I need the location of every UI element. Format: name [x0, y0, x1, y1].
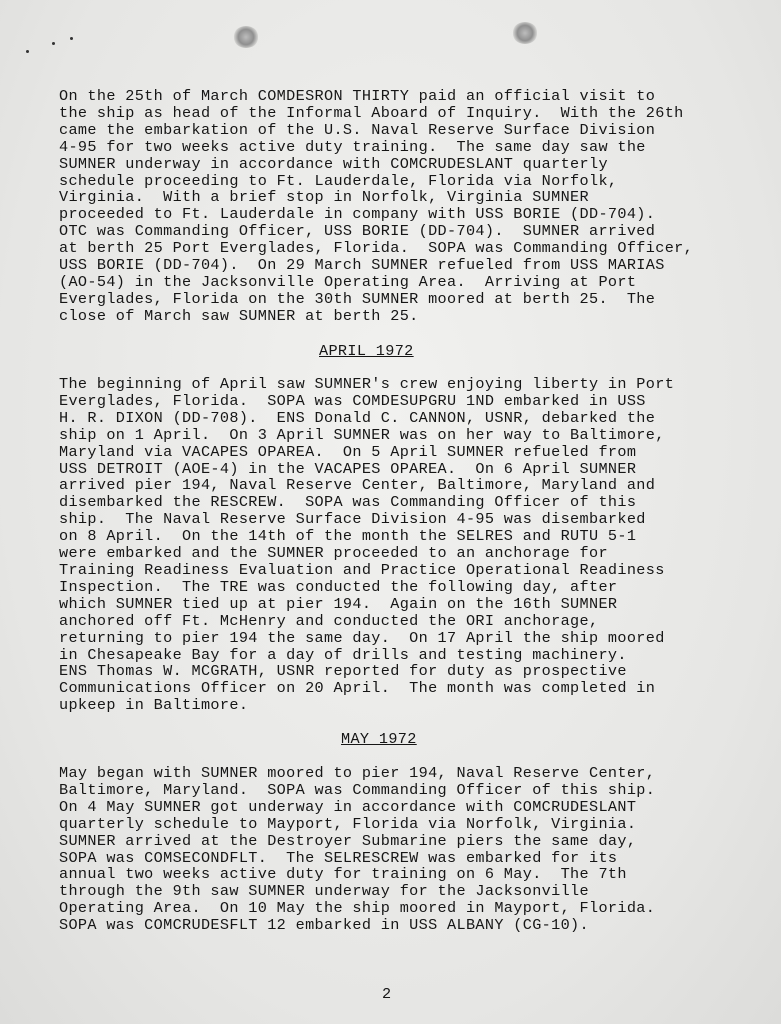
speck [52, 42, 55, 45]
heading-may-1972: MAY 1972 [341, 730, 417, 748]
paragraph-may: May began with SUMNER moored to pier 194, Naval Reserve Center, Baltimore, Maryland. SOPA was Commanding Officer of this ship. On 4 May SUMNER got underway in accordance with COMCRUDESLANT quarterly schedule to Mayport, Florida via Norfolk, Virginia. SUMNER arrived at the Destroyer Submarine piers the same day, SOPA was COMSECONDFLT. The SELRESCREW was embarked for its annual two weeks active duty for training on 6 May. The 7th through the 9th saw SUMNER underway for the Jacksonville Operating Area. On 10 May the ship moored in Mayport, Florida. SOPA was COMCRUDESFLT 12 embarked in USS ALBANY (CG-10). [59, 764, 656, 935]
speck [70, 37, 73, 40]
speck [26, 50, 29, 53]
punch-hole-left [233, 26, 259, 48]
punch-hole-right [512, 22, 538, 44]
paragraph-march: On the 25th of March COMDESRON THIRTY paid an official visit to the ship as head of the Informal Aboard of Inquiry. With the 26th came the embarkation of the U.S. Naval Reserve Surface Division 4-95 for two weeks active duty training. The same day saw the SUMNER underway in accordance with COMCRUDESLANT quarterly schedule proceeding to Ft. Lauderdale, Florida via Norfolk, Virginia. With a brief stop in Norfolk, Virginia SUMNER proceeded to Ft. Lauderdale in company with USS BORIE (DD-704). OTC was Commanding Officer, USS BORIE (DD-704). SUMNER arrived at berth 25 Port Everglades, Florida. SOPA was Commanding Officer, USS BORIE (DD-704). On 29 March SUMNER refueled from USS MARIAS (AO-54) in the Jacksonville Operating Area. Arriving at Port Everglades, Florida on the 30th SUMNER moored at berth 25. The close of March saw SUMNER at berth 25. [59, 87, 694, 325]
heading-april-1972: APRIL 1972 [319, 342, 414, 360]
page-number: 2 [382, 985, 392, 1003]
paragraph-april: The beginning of April saw SUMNER's crew enjoying liberty in Port Everglades, Florida. SOPA was COMDESUPGRU 1ND embarked in USS H. R. DIXON (DD-708). ENS Donald C. CANNON, USNR, debarked the ship on 1 April. On 3 April SUMNER was on her way to Baltimore, Maryland via VACAPES OPAREA. On 5 April SUMNER refueled from USS DETROIT (AOE-4) in the VACAPES OPAREA. On 6 April SUMNER arrived pier 194, Naval Reserve Center, Baltimore, Maryland and disembarked the RESCREW. SOPA was Commanding Officer of this ship. The Naval Reserve Surface Division 4-95 was disembarked on 8 April. On the 14th of the month the SELRES and RUTU 5-1 were embarked and the SUMNER proceeded to an anchorage for Training Readiness Evaluation and Practice Operational Readiness Inspection. The TRE was conducted the following day, after which SUMNER tied up at pier 194. Again on the 16th SUMNER anchored off Ft. McHenry and conducted the ORI anchorage, returning to pier 194 the same day. On 17 April the ship moored in Chesapeake Bay for a day of drills and testing machinery. ENS Thomas W. MCGRATH, USNR reported for duty as prospective Communications Officer on 20 April. The month was completed in upkeep in Baltimore. [59, 375, 675, 715]
